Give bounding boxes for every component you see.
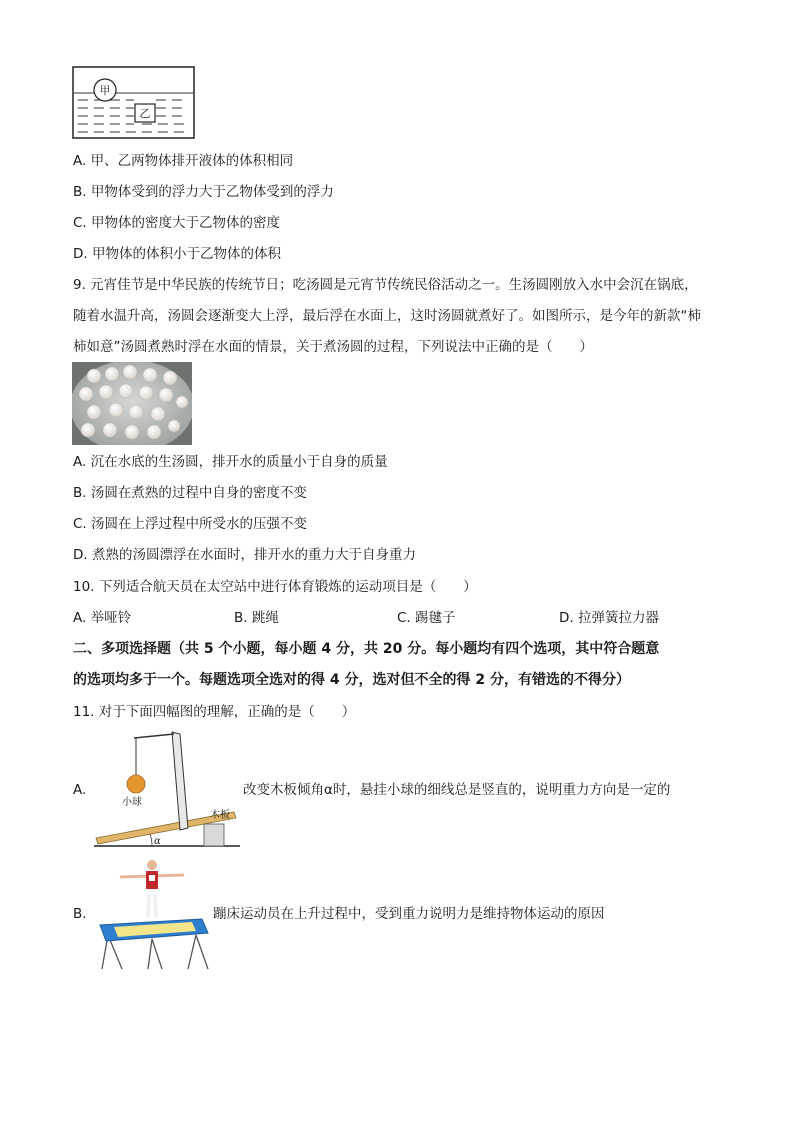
q9-tangyuan-photo (72, 362, 192, 445)
q11-option-b-letter: B. (73, 906, 87, 922)
q9-stem-line-2: 随着水温升高，汤圆会逐渐变大上浮，最后浮在水面上，这时汤圆就煮好了。如图所示，是今年的新款“柿 (73, 308, 701, 324)
section2-heading-line-1: 二、多项选择题（共 5 个小题，每小题 4 分，共 20 分。每小题均有四个选项，其中符合题意 (73, 641, 660, 657)
q11-option-a-letter: A. (73, 782, 87, 798)
q9-option-b: B. 汤圆在煮熟的过程中自身的密度不变 (73, 485, 307, 501)
q9-option-c: C. 汤圆在上浮过程中所受水的压强不变 (73, 516, 308, 532)
q8-option-b: B. 甲物体受到的浮力大于乙物体受到的浮力 (73, 184, 334, 200)
q8-option-d: D. 甲物体的体积小于乙物体的体积 (73, 246, 281, 262)
q11-option-b-text: 蹦床运动员在上升过程中，受到重力说明力是维持物体运动的原因 (213, 906, 605, 922)
q10-option-b: B. 跳绳 (234, 610, 279, 626)
q11-stem: 11. 对于下面四幅图的理解，正确的是（ ） (73, 704, 356, 720)
q10-stem: 10. 下列适合航天员在太空站中进行体育锻炼的运动项目是（ ） (73, 579, 477, 595)
q11-option-a-text: 改变木板倾角α时，悬挂小球的细线总是竖直的，说明重力方向是一定的 (243, 782, 671, 798)
q11-option-b-figure (92, 855, 212, 971)
q8-figure (72, 66, 196, 140)
q9-option-d: D. 煮熟的汤圆漂浮在水面时，排开水的重力大于自身重力 (73, 547, 416, 563)
q11-label-ball: 小球 (122, 797, 142, 808)
q9-stem-line-1: 9. 元宵佳节是中华民族的传统节日；吃汤圆是元宵节传统民俗活动之一。生汤圆刚放入水中会沉在锅底， (73, 277, 698, 293)
q10-option-d: D. 拉弹簧拉力器 (559, 610, 659, 626)
q11-label-board: 木板 (210, 810, 230, 821)
q11-label-alpha: α (154, 836, 161, 847)
q8-label-yi: 乙 (139, 107, 151, 120)
q9-option-a: A. 沉在水底的生汤圆，排开水的质量小于自身的质量 (73, 454, 388, 470)
q8-label-jia: 甲 (99, 84, 111, 97)
q8-option-c: C. 甲物体的密度大于乙物体的密度 (73, 215, 281, 231)
q10-option-c: C. 踢毽子 (397, 610, 456, 626)
section2-heading-line-2: 的选项均多于一个。每题选项全选对的得 4 分，选对但不全的得 2 分，有错选的不得分） (73, 672, 630, 688)
q8-option-a: A. 甲、乙两物体排开液体的体积相同 (73, 153, 294, 169)
q9-stem-line-3: 柿如意”汤圆煮熟时浮在水面的情景，关于煮汤圆的过程，下列说法中正确的是（ ） (73, 339, 593, 355)
q10-option-a: A. 举哑铃 (73, 610, 132, 626)
q11-option-a-figure (92, 728, 242, 850)
